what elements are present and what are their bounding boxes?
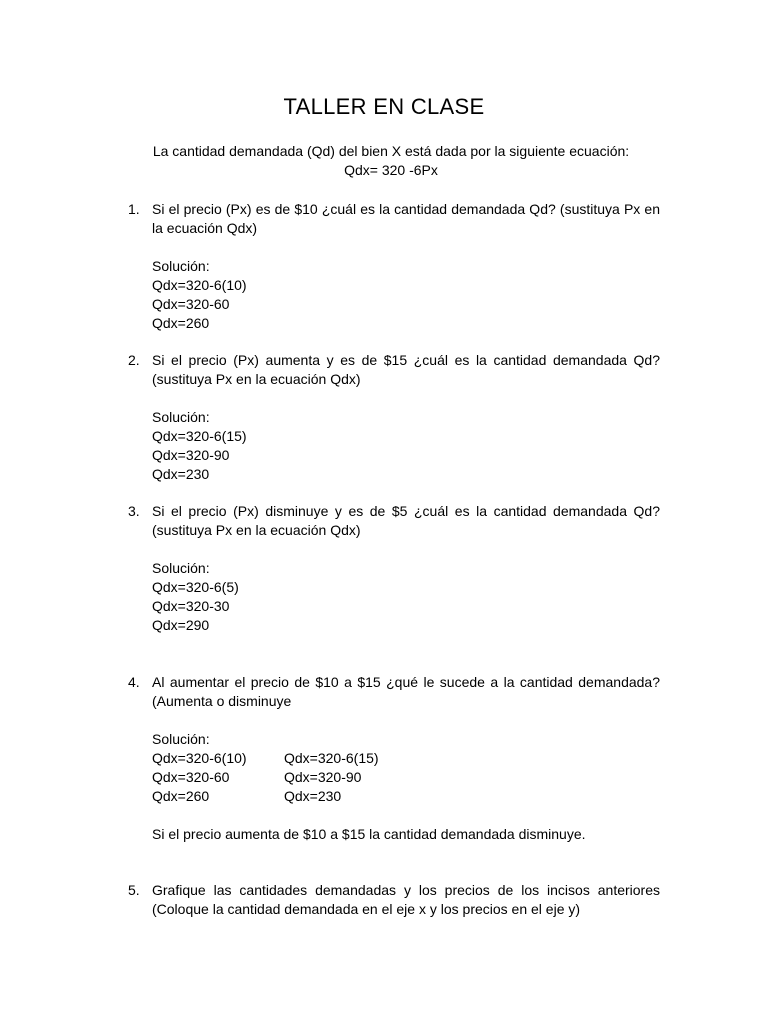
solution-label: Solución: bbox=[152, 731, 210, 747]
conclusion-text: Si el precio aumenta de $10 a $15 la cantidad demandada disminuye. bbox=[152, 826, 586, 842]
solution-step: Qdx=320-30 bbox=[152, 598, 230, 614]
solution-label: Solución: bbox=[152, 258, 210, 274]
solution-step: Qdx=260 bbox=[152, 315, 210, 331]
solution-step: Qdx=320-60 bbox=[152, 769, 230, 785]
solution-block bbox=[152, 257, 660, 333]
solution-step: Qdx=320-60 bbox=[152, 296, 230, 312]
solution-step: Qdx=230 bbox=[284, 788, 342, 804]
item-number: 3. bbox=[128, 503, 140, 519]
solution-step: Qdx=260 bbox=[152, 788, 210, 804]
solution-column-right bbox=[284, 749, 379, 806]
question-text: Si el precio (Px) aumenta y es de $15 ¿cuál es la cantidad demandada Qd? (sustituya Px en la ecuación Qdx) bbox=[152, 352, 660, 387]
item-number: 1. bbox=[128, 201, 140, 217]
item-number: 4. bbox=[128, 674, 140, 690]
exercise-item-4 bbox=[128, 673, 660, 844]
solution-label: Solución: bbox=[152, 560, 210, 576]
demand-equation: Qdx= 320 -6Px bbox=[344, 162, 438, 178]
exercise-item-3 bbox=[128, 502, 660, 635]
item-number: 2. bbox=[128, 352, 140, 368]
question-text: Si el precio (Px) es de $10 ¿cuál es la cantidad demandada Qd? (sustituya Px en la ecuación Qdx) bbox=[152, 201, 660, 236]
solution-step: Qdx=290 bbox=[152, 617, 210, 633]
solution-step: Qdx=320-6(15) bbox=[284, 750, 379, 766]
exercise-item-5 bbox=[128, 881, 660, 919]
solution-label: Solución: bbox=[152, 409, 210, 425]
solution-columns bbox=[152, 749, 660, 806]
solution-label-block bbox=[152, 730, 660, 749]
question-text: Al aumentar el precio de $10 a $15 ¿qué le sucede a la cantidad demandada? (Aumenta o disminuye bbox=[152, 674, 660, 709]
solution-block bbox=[152, 559, 660, 635]
intro-text: La cantidad demandada (Qd) del bien X está dada por la siguiente ecuación: bbox=[152, 143, 630, 159]
solution-column-left bbox=[152, 749, 284, 806]
page-title: TALLER EN CLASE bbox=[283, 94, 485, 119]
intro-section bbox=[0, 142, 768, 180]
question-text: Si el precio (Px) disminuye y es de $5 ¿cuál es la cantidad demandada Qd? (sustituya Px en la ecuación Qdx) bbox=[152, 503, 660, 538]
solution-step: Qdx=320-6(5) bbox=[152, 579, 239, 595]
solution-step: Qdx=320-6(10) bbox=[152, 277, 247, 293]
solution-block bbox=[152, 408, 660, 484]
solution-step: Qdx=320-6(10) bbox=[152, 750, 247, 766]
solution-step: Qdx=320-6(15) bbox=[152, 428, 247, 444]
exercise-item-2 bbox=[128, 351, 660, 484]
solution-step: Qdx=320-90 bbox=[284, 769, 362, 785]
question-text: Grafique las cantidades demandadas y los precios de los incisos anteriores (Coloque la cantidad demandada en el eje x y los precios en el eje y) bbox=[152, 882, 660, 917]
solution-step: Qdx=320-90 bbox=[152, 447, 230, 463]
exercise-item-1 bbox=[128, 200, 660, 333]
solution-step: Qdx=230 bbox=[152, 466, 210, 482]
item-number: 5. bbox=[128, 882, 140, 898]
